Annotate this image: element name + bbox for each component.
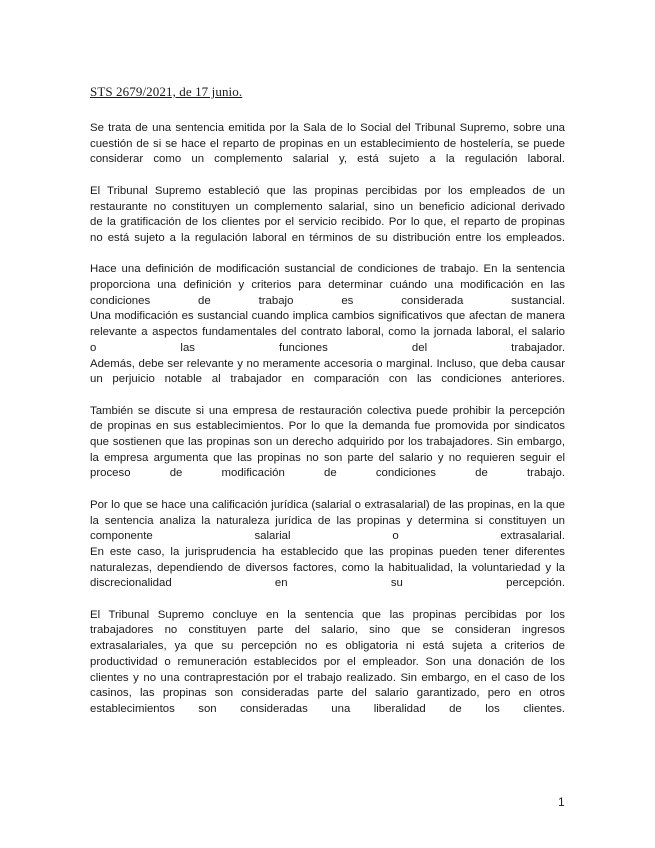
paragraph-line: proceso de modificación de condiciones de trabajo. — [90, 467, 565, 480]
paragraph-line: Por lo que se hace una calificación jurídica (salarial o extrasalarial) de las propinas, en la que — [90, 498, 565, 511]
paragraph-line: considerar como un complemento salarial y, está sujeto a la regulación laboral. — [90, 153, 565, 166]
paragraph-line: no está sujeto a la regulación laboral en términos de su distribución entre los empleados. — [90, 231, 565, 244]
paragraph — [90, 404, 565, 483]
paragraph-line: productividad o remuneración establecidos por el empleador. Son una donación de los — [90, 655, 565, 668]
paragraph — [90, 498, 565, 592]
paragraph-line: También se discute si una empresa de restauración colectiva puede prohibir la percepción — [90, 404, 565, 417]
paragraph-line: componente salarial o extrasalarial. — [90, 530, 565, 543]
paragraph-line: la sentencia analiza la naturaleza jurídica de las propinas y determina si constituyen un — [90, 514, 565, 527]
paragraph-line: condiciones de trabajo es considerada sustancial. — [90, 294, 565, 307]
paragraph-line: extrasalariales, ya que su percepción no es obligatoria ni está sujeta a criterios de — [90, 640, 565, 653]
paragraph-line: proporciona una definición y criterios para determinar cuándo una modificación en las — [90, 279, 565, 291]
paragraph-line: de la gratificación de los clientes por el servicio recibido. Por lo que, el reparto de propinas — [90, 216, 565, 229]
document-body — [90, 121, 565, 733]
paragraph-line: naturalezas, dependiendo de diversos factores, como la habitualidad, la voluntariedad y la — [90, 561, 565, 574]
paragraph-line: la empresa argumenta que las propinas no son parte del salario y no requieren seguir el — [90, 451, 565, 464]
paragraph-line: o las funciones del trabajador. — [90, 341, 565, 354]
paragraph-line: casinos, las propinas son consideradas parte del salario garantizado, pero en otros — [90, 687, 565, 700]
paragraph-line: Hace una definición de modificación sustancial de condiciones de trabajo. En la sentencia — [90, 263, 565, 276]
paragraph-line: clientes y no una contraprestación por el trabajo realizado. Sin embargo, en el caso de los — [90, 671, 565, 684]
paragraph-line: El Tribunal Supremo concluye en la sentencia que las propinas percibidas por los — [90, 608, 565, 621]
paragraph-line: restaurante no constituyen un complemento salarial, sino un beneficio adicional derivado — [90, 200, 565, 213]
paragraph-line: Se trata de una sentencia emitida por la Sala de lo Social del Tribunal Supremo, sobre una — [90, 122, 565, 134]
paragraph-line: cuestión de si se hace el reparto de propinas en un establecimiento de hostelería, se puede — [90, 137, 565, 150]
page-number: 1 — [558, 795, 565, 809]
paragraph — [90, 262, 565, 388]
paragraph — [90, 184, 565, 247]
paragraph-line: El Tribunal Supremo estableció que las propinas percibidas por los empleados de un — [90, 184, 565, 197]
paragraph — [90, 608, 565, 718]
paragraph-line: Además, debe ser relevante y no meramente accesoria o marginal. Incluso, que deba causar — [90, 357, 565, 370]
paragraph-line: un perjuicio notable al trabajador en comparación con las condiciones anteriores. — [90, 373, 565, 386]
paragraph-line: de propinas en sus establecimientos. Por lo que la demanda fue promovida por sindicatos — [90, 420, 565, 433]
paragraph-line: trabajadores no constituyen parte del salario, sino que se consideran ingresos — [90, 624, 565, 637]
paragraph-line: que sostienen que las propinas son un derecho adquirido por los trabajadores. Sin embargo, — [90, 436, 565, 449]
paragraph-line: establecimientos son consideradas una liberalidad de los clientes. — [90, 702, 565, 715]
document-title: STS 2679/2021, de 17 junio. — [90, 84, 243, 99]
paragraph-line: relevante a aspectos fundamentales del contrato laboral, como la jornada laboral, el salario — [90, 326, 565, 339]
paragraph-line: Una modificación es sustancial cuando implica cambios significativos que afectan de manera — [90, 310, 565, 323]
paragraph-line: En este caso, la jurisprudencia ha establecido que las propinas pueden tener diferentes — [90, 545, 565, 558]
paragraph — [90, 121, 565, 168]
paragraph-line: discrecionalidad en su percepción. — [90, 577, 565, 590]
